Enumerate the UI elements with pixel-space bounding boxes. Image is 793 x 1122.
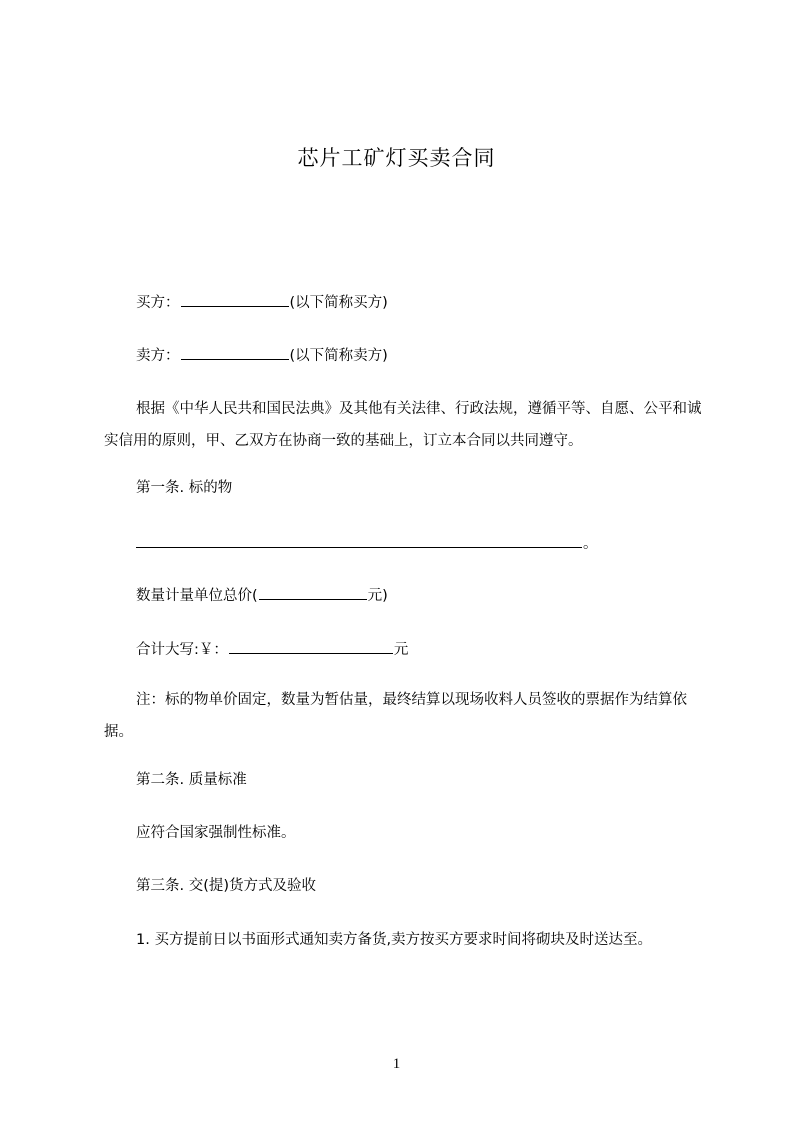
preamble-text: 根据《中华人民共和国民法典》及其他有关法律、行政法规，遵循平等、自愿、公平和诚实信用的原则，甲、乙双方在协商一致的基础上，订立本合同以共同遵守。	[104, 401, 702, 449]
article1-heading: 第一条. 标的物	[136, 480, 233, 496]
buyer-line	[136, 291, 388, 313]
page-number: 1	[392, 1056, 401, 1072]
quantity-label: 数量计量单位总价(	[136, 588, 258, 604]
quantity-line	[136, 584, 388, 606]
buyer-suffix: (以下简称买方)	[289, 295, 388, 311]
total-amount-line	[136, 638, 408, 660]
buyer-name-blank	[181, 291, 289, 307]
total-suffix: 元	[393, 642, 409, 658]
preamble-paragraph	[104, 393, 704, 457]
seller-suffix: (以下简称卖方)	[289, 348, 388, 364]
article3-item1: 1. 买方提前日以书面形式通知卖方备货,卖方按买方要求时间将砌块及时送达至。	[136, 932, 653, 948]
seller-line	[136, 344, 388, 366]
quantity-suffix: 元)	[367, 588, 388, 604]
contract-title: 芯片工矿灯买卖合同	[297, 146, 496, 170]
subject-matter-blank	[136, 532, 582, 548]
seller-name-blank	[181, 344, 289, 360]
seller-label: 卖方：	[136, 348, 180, 364]
total-label: 合计大写:￥：	[136, 642, 228, 658]
article3-heading: 第三条. 交(提)货方式及验收	[136, 878, 317, 894]
subject-matter-suffix: 。	[583, 536, 598, 552]
article2-body: 应符合国家强制性标准。	[136, 825, 296, 841]
note-paragraph	[104, 684, 704, 748]
subject-matter-line	[136, 532, 598, 554]
total-amount-blank	[229, 638, 393, 654]
buyer-label: 买方：	[136, 295, 180, 311]
note-text: 注：标的物单价固定，数量为暂估量，最终结算以现场收料人员签收的票据作为结算依据。	[104, 692, 687, 740]
total-price-blank	[259, 584, 367, 600]
article2-heading: 第二条. 质量标准	[136, 772, 247, 788]
